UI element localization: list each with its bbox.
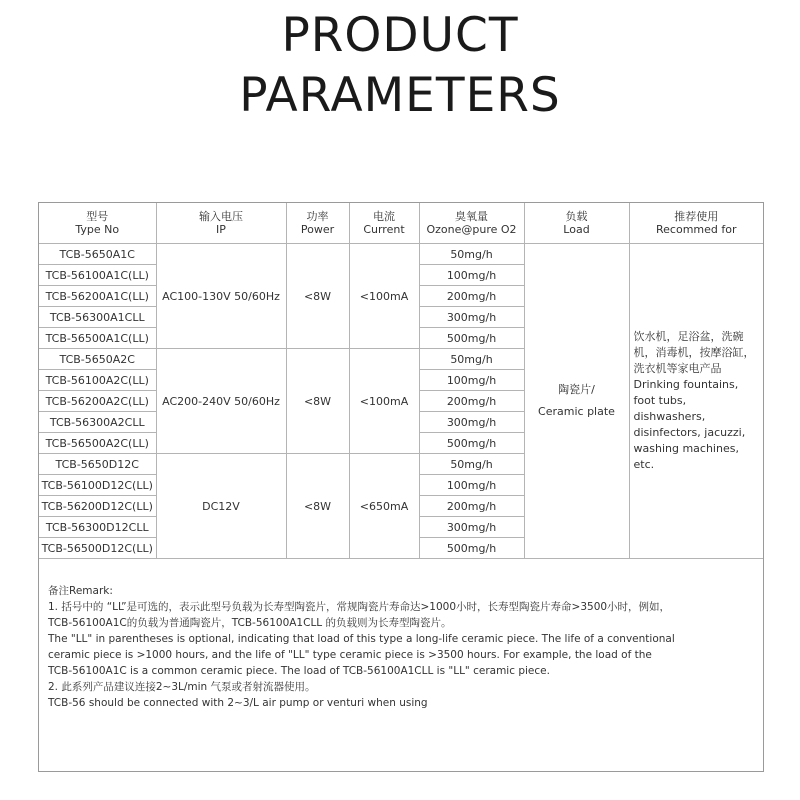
recommend-cell: 饮水机，足浴盆，洗碗机，消毒机，按摩浴缸，洗衣机等家电产品 Drinking fountains, foot tubs, dishwashers, disinfectors, jacuzzi, washing machines, etc. [629, 244, 763, 559]
ozone-cell: 50mg/h [419, 454, 524, 475]
model-cell: TCB-56300A2CLL [39, 412, 156, 433]
header-type-no: 型号 Type No [39, 203, 156, 244]
ozone-cell: 500mg/h [419, 433, 524, 454]
header-power: 功率 Power [286, 203, 349, 244]
ozone-cell: 200mg/h [419, 286, 524, 307]
power-cell: <8W [286, 454, 349, 559]
table-row [39, 244, 763, 265]
model-cell: TCB-56500D12C(LL) [39, 538, 156, 559]
current-cell: <100mA [349, 244, 419, 349]
remark-line: 1. 括号中的 “LL”是可选的，表示此型号负载为长寿型陶瓷片，常规陶瓷片寿命达>1000小时，长寿型陶瓷片寿命>3500小时，例如， [48, 601, 671, 613]
header-current: 电流 Current [349, 203, 419, 244]
model-cell: TCB-56200A2C(LL) [39, 391, 156, 412]
model-cell: TCB-56200D12C(LL) [39, 496, 156, 517]
model-cell: TCB-56300D12CLL [39, 517, 156, 538]
model-cell: TCB-56300A1CLL [39, 307, 156, 328]
power-cell: <8W [286, 244, 349, 349]
ozone-cell: 200mg/h [419, 496, 524, 517]
parameters-sheet [38, 202, 764, 772]
power-cell: <8W [286, 349, 349, 454]
current-cell: <650mA [349, 454, 419, 559]
page-title-line1: PRODUCT [281, 8, 519, 63]
header-recommend: 推荐使用 Recommed for [629, 203, 763, 244]
voltage-cell: DC12V [156, 454, 286, 559]
model-cell: TCB-56500A1C(LL) [39, 328, 156, 349]
voltage-cell: AC200-240V 50/60Hz [156, 349, 286, 454]
model-cell: TCB-56100D12C(LL) [39, 475, 156, 496]
ozone-cell: 200mg/h [419, 391, 524, 412]
ozone-cell: 100mg/h [419, 475, 524, 496]
ozone-cell: 50mg/h [419, 244, 524, 265]
header-load: 负载 Load [524, 203, 629, 244]
remark-heading: 备注Remark: [48, 585, 113, 597]
header-row [39, 203, 763, 244]
model-cell: TCB-56200A1C(LL) [39, 286, 156, 307]
remark-line: 2. 此系列产品建议连接2~3L/min 气泵或者射流器使用。 [48, 681, 316, 693]
model-cell: TCB-56500A2C(LL) [39, 433, 156, 454]
voltage-cell: AC100-130V 50/60Hz [156, 244, 286, 349]
ozone-cell: 300mg/h [419, 517, 524, 538]
current-cell: <100mA [349, 349, 419, 454]
model-cell: TCB-5650A2C [39, 349, 156, 370]
ozone-cell: 50mg/h [419, 349, 524, 370]
ozone-cell: 300mg/h [419, 307, 524, 328]
ozone-cell: 300mg/h [419, 412, 524, 433]
load-cell: 陶瓷片/ Ceramic plate [524, 244, 629, 559]
model-cell: TCB-5650A1C [39, 244, 156, 265]
remark-line: TCB-56100A1C的负载为普通陶瓷片，TCB-56100A1CLL 的负载则为长寿型陶瓷片。 [48, 617, 452, 629]
remark-line: ceramic piece is >1000 hours, and the life of "LL" type ceramic piece is >3500 hours. For example, the load of the [48, 649, 652, 661]
remark-line: The "LL" in parentheses is optional, indicating that load of this type a long-life ceramic piece. The life of a conventional [48, 633, 675, 645]
model-cell: TCB-5650D12C [39, 454, 156, 475]
ozone-cell: 500mg/h [419, 328, 524, 349]
model-cell: TCB-56100A2C(LL) [39, 370, 156, 391]
remarks-section [48, 583, 753, 711]
page-title-line2: PARAMETERS [239, 68, 561, 123]
parameters-table [39, 203, 763, 559]
remark-line: TCB-56 should be connected with 2~3/L air pump or venturi when using [48, 697, 428, 709]
model-cell: TCB-56100A1C(LL) [39, 265, 156, 286]
header-ip: 输入电压 IP [156, 203, 286, 244]
ozone-cell: 100mg/h [419, 265, 524, 286]
ozone-cell: 100mg/h [419, 370, 524, 391]
ozone-cell: 500mg/h [419, 538, 524, 559]
header-ozone: 臭氧量 Ozone@pure O2 [419, 203, 524, 244]
remark-line: TCB-56100A1C is a common ceramic piece. The load of TCB-56100A1CLL is "LL" ceramic piece. [48, 665, 550, 677]
